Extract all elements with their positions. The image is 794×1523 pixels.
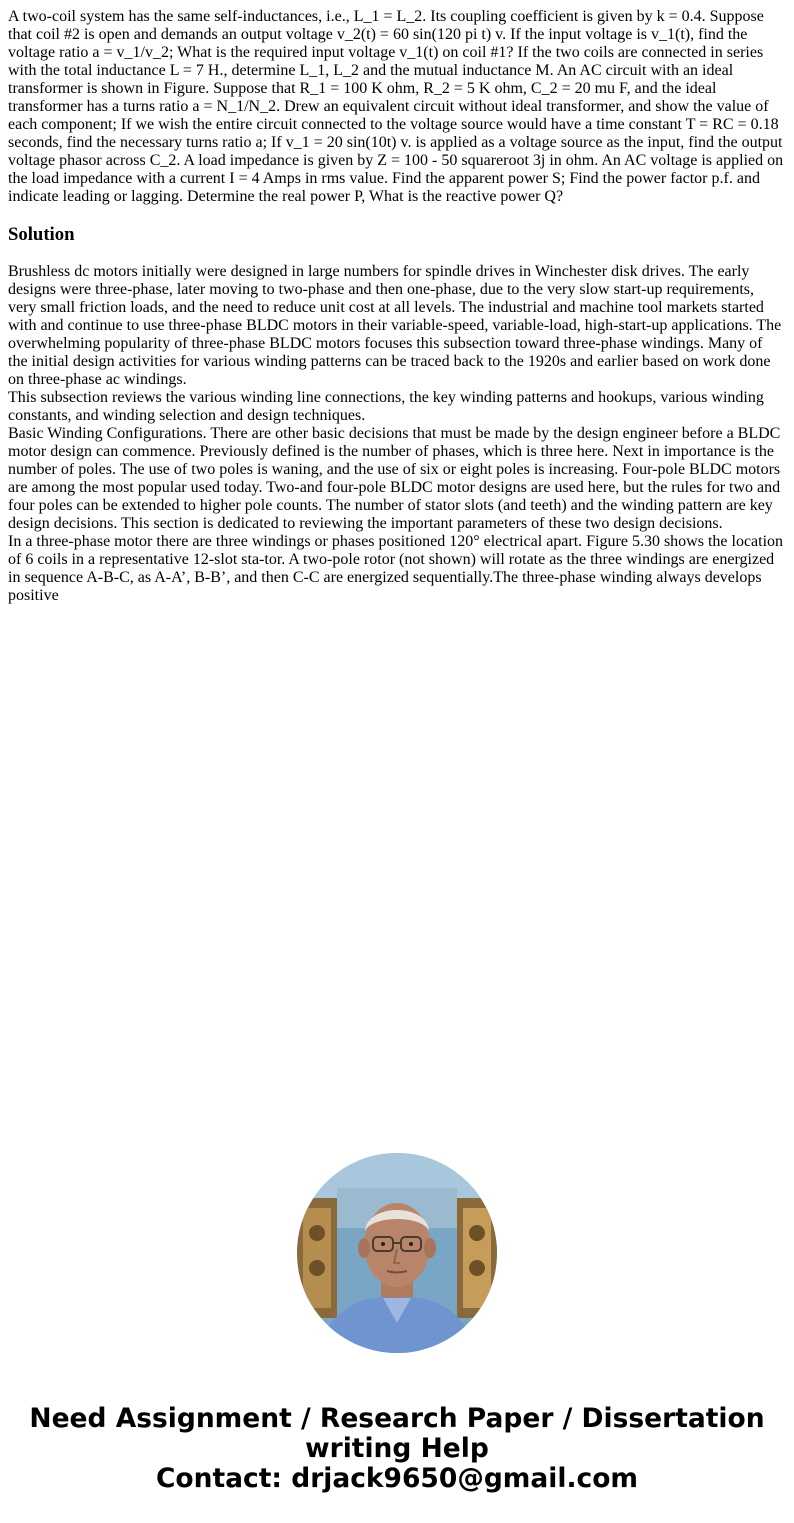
question-text: A two-coil system has the same self-inductances, i.e., L_1 = L_2. Its coupling coefficient is given by k = 0.4. Suppose that coil #2 is open and demands an output voltage v_2(t) = 60 sin(120 pi t) v. If the input voltage is v_1(t), find the voltage ratio a = v_1/v_2; What is the required input voltage v_1(t) on coil #1? If the two coils are connected in series with the total inductance L = 7 H., determine L_1, L_2 and the mutual inductance M. An AC circuit with an ideal transformer is shown in Figure. Suppose that R_1 = 100 K ohm, R_2 = 5 K ohm, C_2 = 20 mu F, and the ideal transformer has a turns ratio a = N_1/N_2. Drew an equivalent circuit without ideal transformer, and show the value of each component; If we wish the entire circuit connected to the voltage source would have a time constant T = RC = 0.18 seconds, find the necessary turns ratio a; If v_1 = 20 sin(10t) v. is applied as a voltage source as the input, find the output voltage phasor across C_2. A load impedance is given by Z = 100 - 50 squareroot 3j in ohm. An AC voltage is applied on the load impedance with a current I = 4 Amps in rms value. Find the apparent power S; Find the power factor p.f. and indicate leading or lagging. Determine the real power P, What is the reactive power Q?	[8, 8, 784, 205]
solution-paragraph-4: In a three-phase motor there are three windings or phases positioned 120° electrical apart. Figure 5.30 shows the location of 6 coils in a representative 12-slot sta-tor. A two-pole rotor (not shown) will rotate as the three windings are energized in sequence A-B-C, as A-A’, B-B’, and then C-C are energized sequentially.The three-phase winding always develops positive	[8, 533, 784, 604]
promo-line-1: Need Assignment / Research Paper / Dissertation	[29, 1403, 765, 1434]
author-avatar	[297, 1153, 497, 1353]
solution-paragraph-3: Basic Winding Configurations. There are other basic decisions that must be made by the design engineer before a BLDC motor design can commence. Previously defined is the number of phases, which is three here. Next in importance is the number of poles. The use of two poles is waning, and the use of six or eight poles is increasing. Four-pole BLDC motors are among the most popular used today. Two-and four-pole BLDC motor designs are used here, but the rules for two and four poles can be extended to higher pole counts. The number of stator slots (and teeth) and the winding pattern are key design decisions. This section is dedicated to reviewing the important parameters of these two design decisions.	[8, 425, 781, 532]
solution-paragraph-1: Brushless dc motors initially were designed in large numbers for spindle drives in Winchester disk drives. The early designs were three-phase, later moving to two-phase and then one-phase, due to the very slow start-up requirements, very small friction loads, and the need to reduce unit cost at all levels. The industrial and machine tool markets started with and continue to use three-phase BLDC motors in their variable-speed, variable-load, high-start-up applications. The overwhelming popularity of three-phase BLDC motors focuses this subsection toward three-phase windings. Many of the initial design activities for various winding patterns can be traced back to the 1920s and earlier based on work done on three-phase ac windings.	[8, 263, 782, 388]
author-photo-illustration	[297, 1153, 497, 1353]
solution-heading: Solution	[8, 224, 75, 245]
assignment-help-promo	[0, 1404, 794, 1494]
article	[8, 8, 786, 605]
promo-contact-line: Contact: drjack9650@gmail.com	[155, 1463, 639, 1494]
promo-line-2: writing Help	[305, 1433, 489, 1464]
solution-paragraph-2: This subsection reviews the various winding line connections, the key winding patterns and hookups, various winding constants, and winding selection and design techniques.	[8, 389, 764, 424]
